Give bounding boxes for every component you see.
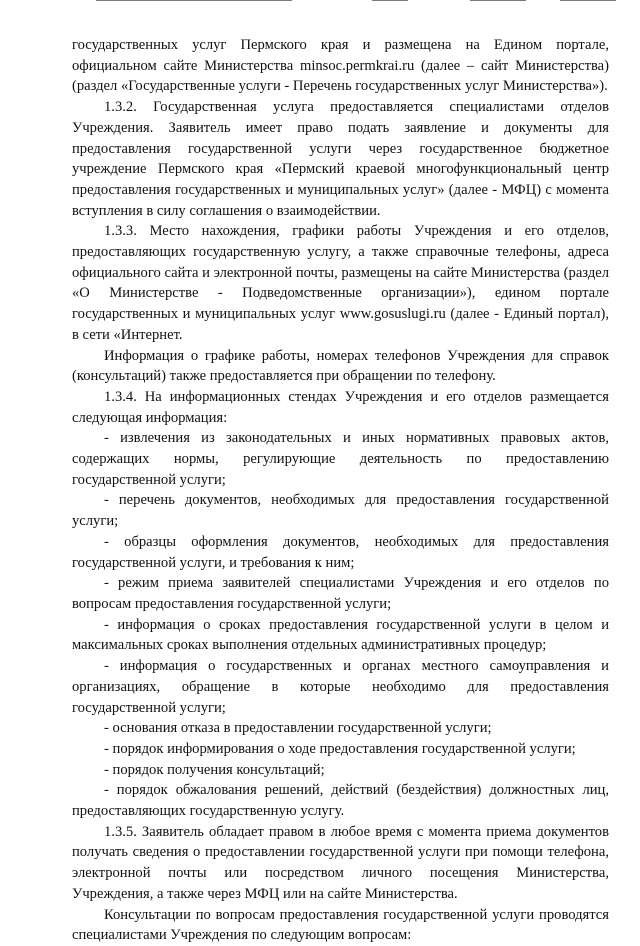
paragraph: 1.3.5. Заявитель обладает правом в любое время с момента приема документов получать сведения о предоставлении государственной услуги при помощи телефона, электронной почты или посредством личного посещения Министерства, Учреждения, а также через МФЦ или на сайте Министерства. (72, 823, 609, 902)
scan-edge-line (372, 0, 408, 1)
paragraph: Информация о графике работы, номерах телефонов Учреждения для справок (консультаций) также предоставляется при обращении по телефону. (72, 347, 609, 385)
scan-edge-line (560, 0, 616, 1)
list-item: - перечень документов, необходимых для предоставления государственной услуги; (72, 492, 609, 530)
list-item: - порядок информирования о ходе предоставления государственной услуги; (104, 740, 576, 757)
list-item: - порядок обжалования решений, действий (бездействия) должностных лиц, предоставляющих государственную услугу. (72, 782, 609, 820)
list-item: - образцы оформления документов, необходимых для предоставления государственной услуги, и требования к ним; (72, 533, 609, 571)
list-item: - информация о сроках предоставления государственной услуги в целом и максимальных сроках выполнения отдельных административных процедур; (72, 616, 609, 654)
list-item: - основания отказа в предоставлении государственной услуги; (104, 720, 492, 737)
paragraph: Консультации по вопросам предоставления государственной услуги проводятся специалистами Учреждения по следующим вопросам: (72, 906, 609, 944)
paragraph: 1.3.3. Место нахождения, графики работы Учреждения и его отделов, предоставляющих государственную услугу, а также справочные телефоны, адреса официального сайта и электронной почты, размещены на сайте Министерства (раздел «О Министерстве - Подведомственные организации»), едином портале государственных и муниципальных услуг www.gosuslugi.ru (далее - Единый портал), в сети «Интернет. (72, 223, 609, 343)
list-item: - информация о государственных и органах местного самоуправления и организациях, обращение в которые необходимо для предоставления государственной услуги; (72, 658, 609, 716)
paragraph: 1.3.2. Государственная услуга предоставляется специалистами отделов Учреждения. Заявитель имеет право подать заявление и документы для предоставления государственной услуги через государственное бюджетное учреждение Пермского края «Пермский краевой многофункциональный центр предоставления государственных и муниципальных услуг» (далее - МФЦ) с момента вступления в силу соглашения о взаимодействии. (72, 99, 609, 219)
list-item: - режим приема заявителей специалистами Учреждения и его отделов по вопросам предоставления государственной услуги; (72, 575, 609, 612)
list-item: - извлечения из законодательных и иных нормативных правовых актов, содержащих нормы, регулирующие деятельность по предоставлению государственной услуги; (72, 430, 609, 488)
scan-edge-line (470, 0, 526, 1)
document-body (72, 35, 609, 946)
list-item: - порядок получения консультаций; (104, 761, 325, 778)
paragraph: государственных услуг Пермского края и размещена на Едином портале, официальном сайте Министерства minsoc.permkrai.ru (далее – сайт Министерства) (раздел «Государственные услуги - Перечень государственных услуг Министерства»). (72, 37, 609, 95)
paragraph: 1.3.4. На информационных стендах Учреждения и его отделов размещается следующая информация: (72, 388, 609, 426)
scan-edge-line (96, 0, 292, 1)
